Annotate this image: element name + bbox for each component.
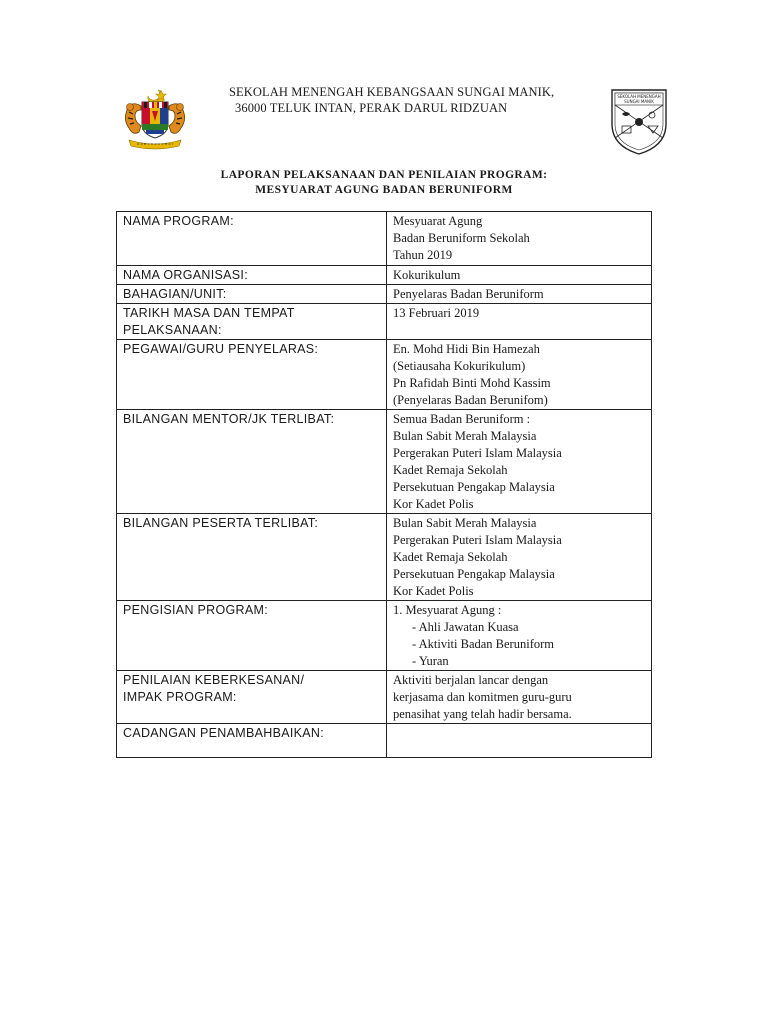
field-value: Aktiviti berjalan lancar dengan — [393, 673, 549, 687]
field-label: BILANGAN PESERTA TERLIBAT: — [123, 516, 319, 530]
field-value: Semua Badan Beruniform : — [393, 412, 531, 426]
field-value-cell — [387, 304, 652, 340]
report-table — [116, 211, 652, 758]
field-value: - Aktiviti Badan Beruniform — [412, 637, 554, 651]
field-value-cell — [387, 724, 652, 758]
table-row — [117, 724, 652, 758]
field-label: PEGAWAI/GURU PENYELARAS: — [123, 342, 319, 356]
field-label-cell — [117, 724, 387, 758]
field-value-cell — [387, 514, 652, 601]
svg-text:SEKOLAH MENENGAH: SEKOLAH MENENGAH — [617, 94, 661, 99]
program-title: MESYUARAT AGUNG BADAN BERUNIFORM — [255, 184, 513, 196]
field-label-cell — [117, 514, 387, 601]
field-value-cell — [387, 671, 652, 724]
field-label: NAMA PROGRAM: — [123, 214, 234, 228]
field-value-cell — [387, 285, 652, 304]
field-label-cell — [117, 212, 387, 266]
table-row — [117, 285, 652, 304]
field-value: Badan Beruniform Sekolah — [393, 231, 530, 245]
field-value: Pn Rafidah Binti Mohd Kassim — [393, 376, 551, 390]
field-value-cell — [387, 601, 652, 671]
table-row — [117, 514, 652, 601]
field-value: 1. Mesyuarat Agung : — [393, 603, 502, 617]
field-value: Penyelaras Badan Beruniform — [393, 287, 544, 301]
field-label: CADANGAN PENAMBAHBAIKAN: — [123, 726, 324, 740]
svg-text:SUNGAI MANIK: SUNGAI MANIK — [624, 99, 654, 104]
field-value: (Penyelaras Badan Berunifom) — [393, 393, 548, 407]
field-label-cell — [117, 671, 387, 724]
field-label: TARIKH MASA DAN TEMPAT — [123, 306, 295, 320]
field-value: (Setiausaha Kokurikulum) — [393, 359, 526, 373]
field-value: Persekutuan Pengakap Malaysia — [393, 480, 555, 494]
field-label: IMPAK PROGRAM: — [123, 690, 237, 704]
field-label: PENILAIAN KEBERKESANAN/ — [123, 673, 305, 687]
field-label: PENGISIAN PROGRAM: — [123, 603, 269, 617]
field-value: - Ahli Jawatan Kuasa — [412, 620, 519, 634]
school-name: SEKOLAH MENENGAH KEBANGSAAN SUNGAI MANIK, — [229, 85, 555, 99]
table-row — [117, 266, 652, 285]
field-value: Tahun 2019 — [393, 248, 453, 262]
school-address: 36000 TELUK INTAN, PERAK DARUL RIDZUAN — [235, 101, 508, 115]
field-label-cell — [117, 266, 387, 285]
field-value: En. Mohd Hidi Bin Hamezah — [393, 342, 540, 356]
table-row — [117, 671, 652, 724]
field-value-cell — [387, 340, 652, 410]
table-row — [117, 601, 652, 671]
field-value: kerjasama dan komitmen guru-guru — [393, 690, 572, 704]
table-row — [117, 304, 652, 340]
table-row — [117, 212, 652, 266]
field-label: NAMA ORGANISASI: — [123, 268, 248, 282]
field-value: penasihat yang telah hadir bersama. — [393, 707, 572, 721]
table-row — [117, 410, 652, 514]
field-value: Kor Kadet Polis — [393, 497, 474, 511]
school-crest-icon — [608, 84, 670, 156]
field-label: BILANGAN MENTOR/JK TERLIBAT: — [123, 412, 335, 426]
field-value: Kadet Remaja Sekolah — [393, 463, 508, 477]
field-label-cell — [117, 601, 387, 671]
field-value-cell — [387, 212, 652, 266]
field-value-cell — [387, 410, 652, 514]
field-label: PELAKSANAAN: — [123, 323, 222, 337]
field-value: Bulan Sabit Merah Malaysia — [393, 429, 537, 443]
field-label-cell — [117, 340, 387, 410]
field-label-cell — [117, 410, 387, 514]
field-label: BAHAGIAN/UNIT: — [123, 287, 227, 301]
field-value: Bulan Sabit Merah Malaysia — [393, 516, 537, 530]
field-value: Kor Kadet Polis — [393, 584, 474, 598]
field-label-cell — [117, 285, 387, 304]
field-value: Pergerakan Puteri Islam Malaysia — [393, 446, 562, 460]
field-value: 13 Februari 2019 — [393, 306, 480, 320]
report-title: LAPORAN PELAKSANAAN DAN PENILAIAN PROGRAM: — [220, 169, 548, 181]
field-value: Persekutuan Pengakap Malaysia — [393, 567, 555, 581]
field-label-cell — [117, 304, 387, 340]
malaysia-coat-of-arms-icon — [115, 86, 195, 152]
table-row — [117, 340, 652, 410]
field-value-cell — [387, 266, 652, 285]
field-value: Kadet Remaja Sekolah — [393, 550, 508, 564]
field-value: Kokurikulum — [393, 268, 461, 282]
field-value: - Yuran — [412, 654, 449, 668]
field-value: Pergerakan Puteri Islam Malaysia — [393, 533, 562, 547]
field-value: Mesyuarat Agung — [393, 214, 483, 228]
